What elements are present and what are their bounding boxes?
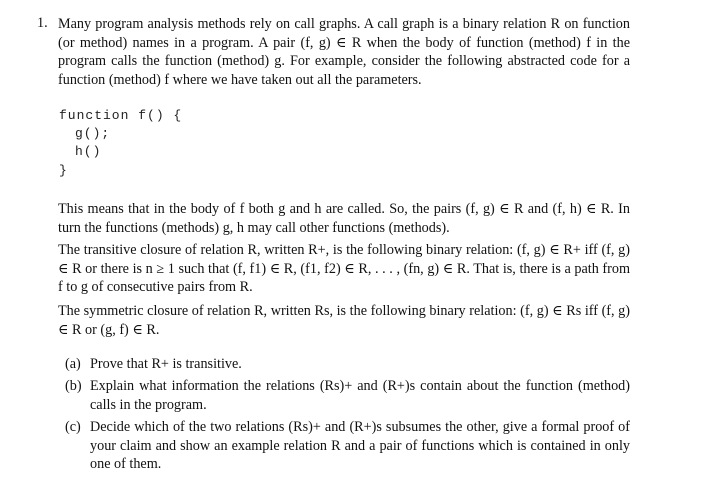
code-line-2: g(); xyxy=(75,126,111,141)
part-b-text: Explain what information the relations (Rs)+ and (R+)s contain about the function (method) calls in the program. xyxy=(90,378,630,413)
part-c-text: Decide which of the two relations (Rs)+ and (R+)s subsumes the other, give a formal proof of your claim and show an example relation R and a pair of functions which is contained in only one of them. xyxy=(90,419,630,473)
question-number: 1. xyxy=(37,15,48,31)
meaning-paragraph: This means that in the body of f both g and h are called. So, the pairs (f, g) ∈ R and (f, h) ∈ R. In turn the functions (methods) g, h may call other functions (methods). xyxy=(58,201,630,236)
code-line-3: h() xyxy=(75,144,102,159)
part-a-text: Prove that R+ is transitive. xyxy=(90,356,242,372)
part-a-label: (a) xyxy=(65,356,81,372)
symmetric-closure-paragraph: The symmetric closure of relation R, written Rs, is the following binary relation: (f, g) ∈ Rs iff (f, g) ∈ R or (g, f) ∈ R. xyxy=(58,303,630,338)
part-b-label: (b) xyxy=(65,378,82,394)
part-c-label: (c) xyxy=(65,419,81,435)
code-line-4: } xyxy=(59,163,68,178)
transitive-closure-paragraph: The transitive closure of relation R, written R+, is the following binary relation: (f, g) ∈ R+ iff (f, g) ∈ R or there is n ≥ 1 such that (f, f1) ∈ R, (f1, f2) ∈ R, . . . , (fn, g) ∈ R. That is, there is a path from f to g of consecutive pairs from R. xyxy=(58,242,630,296)
intro-paragraph: Many program analysis methods rely on call graphs. A call graph is a binary relation R on function (or method) names in a program. A pair (f, g) ∈ R when the body of function (method) f in the program calls the function (method) g. For example, consider the following abstracted code for a function (method) f where we have taken out all the parameters. xyxy=(58,16,630,88)
code-line-1: function f() { xyxy=(59,108,183,123)
